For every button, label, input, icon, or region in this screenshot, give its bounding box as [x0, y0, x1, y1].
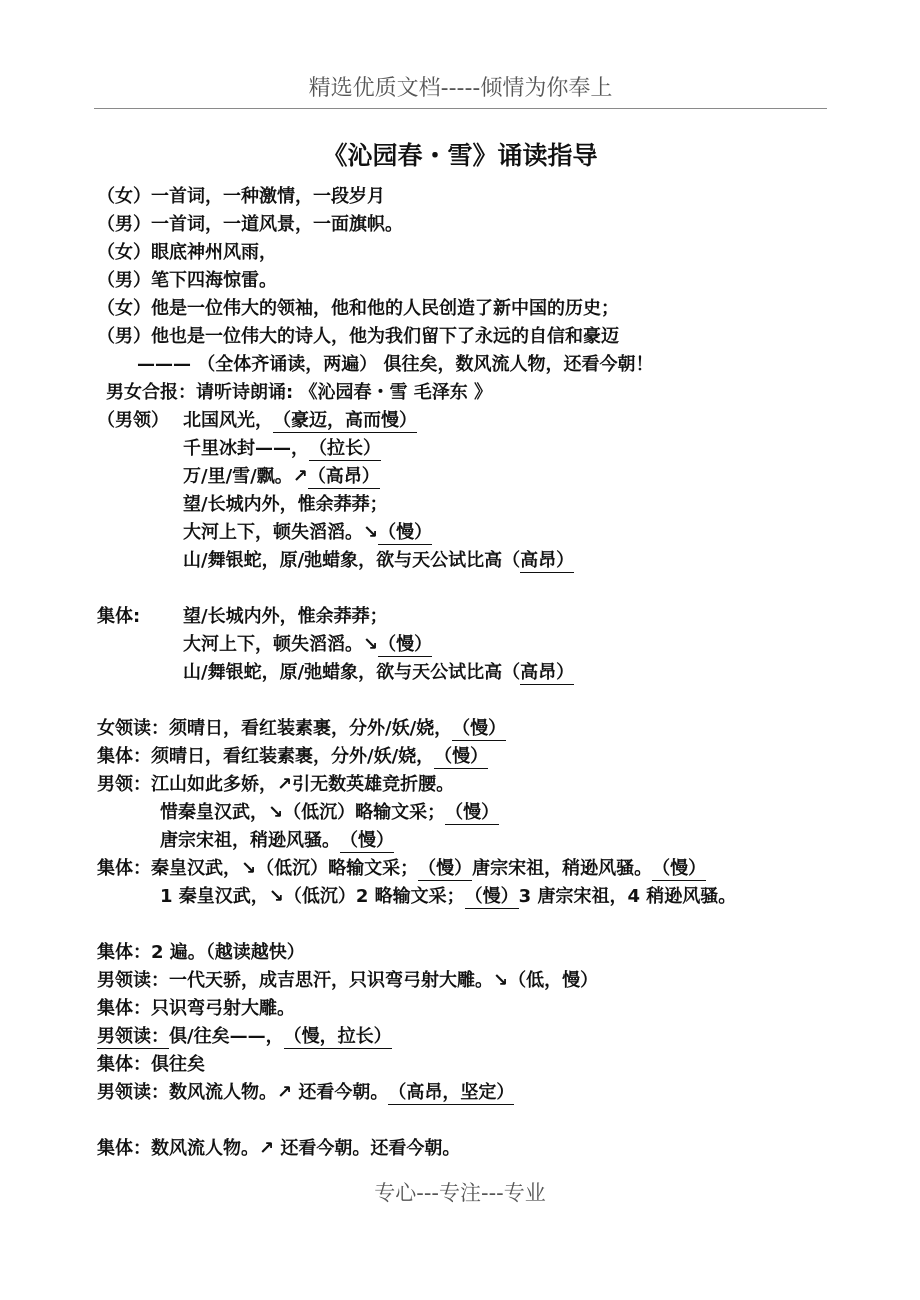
group-line-1: 望/长城内外，惟余莽莽；	[183, 606, 388, 627]
group-emperors-d: （慢）	[652, 858, 707, 879]
end-line-6	[97, 1080, 514, 1106]
lead-line-4: 望/长城内外，惟余莽莽；	[183, 494, 388, 515]
end-line-6-text: 数风流人物。↗ 还看今朝。	[169, 1082, 389, 1103]
page-footer: 专心---专注---专业	[374, 1181, 546, 1205]
group-line-3-text: 山/舞银蛇，原/弛蜡象，欲与天公试比高（	[183, 662, 521, 683]
group-echo-note: （慢）	[434, 746, 489, 767]
lead-line-2-note: （拉长）	[309, 438, 381, 459]
group-echo-label: 集体：	[97, 746, 151, 767]
female-lead-line	[97, 716, 506, 742]
female-lead-label: 女领读：	[97, 718, 169, 739]
group-emperors-a: 秦皇汉武，↘（低沉）略输文采；	[151, 858, 419, 879]
document-title: 《沁园春・雪》诵读指导	[322, 141, 598, 170]
male-lead-text-2: 惜秦皇汉武，↘（低沉）略输文采；	[160, 802, 446, 823]
male-lead-line-2	[160, 800, 499, 826]
end-line-7-text: 数风流人物。↗ 还看今朝。还看今朝。	[151, 1138, 461, 1159]
lead-line-3	[183, 464, 380, 490]
intro-line-3: （女）眼底神州风雨，	[97, 242, 277, 263]
page-header: 精选优质文档-----倾情为你奉上	[94, 70, 827, 109]
end-line-2-label: 男领读：	[97, 970, 169, 991]
end-line-5-label: 集体：	[97, 1054, 151, 1075]
group-emperors-b: （慢）	[418, 858, 473, 879]
lead-line-6	[183, 548, 574, 574]
group-line-2-note: （慢）	[378, 634, 433, 655]
intro-line-4: （男）笔下四海惊雷。	[97, 270, 277, 291]
end-line-3-text: 只识弯弓射大雕。	[151, 998, 295, 1019]
lead-label: （男领）	[97, 410, 169, 431]
group-echo-line	[97, 744, 488, 770]
lead-line-2-text: 千里冰封——，	[183, 438, 309, 459]
group-line-3	[183, 660, 574, 686]
group-line-2-text: 大河上下，顿失滔滔。↘	[183, 634, 379, 655]
group-line-2	[183, 632, 432, 658]
end-line-6-label: 男领读：	[97, 1082, 169, 1103]
lead-line-5	[183, 520, 432, 546]
end-line-3	[97, 996, 295, 1022]
end-line-5-text: 俱往矣	[151, 1054, 205, 1075]
group-line-3-note: 高昂）	[520, 662, 575, 683]
end-line-4-text: 俱/往矣——，	[169, 1026, 284, 1047]
female-lead-note: （慢）	[452, 718, 507, 739]
end-line-1-label: 集体：	[97, 942, 151, 963]
end-line-1	[97, 940, 305, 966]
group-emperors-label: 集体：	[97, 858, 151, 879]
group-numbered-a: 1 秦皇汉武，↘（低沉）2 略输文采；	[160, 886, 465, 907]
male-lead-line-3	[160, 828, 394, 854]
group-numbered-b: （慢）	[464, 886, 519, 907]
end-line-6-note: （高昂，坚定）	[388, 1082, 515, 1103]
lead-line-1-text: 北国风光，	[183, 410, 273, 431]
lead-line-3-text: 万/里/雪/飘。↗	[183, 466, 308, 487]
group-numbered-c: 3 唐宗宋祖，4 稍逊风骚。	[518, 886, 737, 907]
end-line-2	[97, 968, 598, 994]
end-line-2-text: 一代天骄，成吉思汗，只识弯弓射大雕。↘（低，慢）	[169, 970, 599, 991]
intro-line-5: （女）他是一位伟大的领袖，他和他的人民创造了新中国的历史；	[97, 298, 619, 319]
male-lead-line-1	[97, 772, 454, 798]
group-label: 集体:	[97, 606, 141, 627]
female-lead-text: 须晴日，看红装素裹，分外/妖/娆，	[169, 718, 453, 739]
group-line-emperors	[97, 856, 706, 882]
group-emperors-c: 唐宗宋祖，稍逊风骚。	[472, 858, 653, 879]
end-line-5	[97, 1052, 205, 1078]
lead-line-1-note: （豪迈，高而慢）	[273, 410, 417, 431]
end-line-4-note: （慢，拉长）	[283, 1026, 392, 1047]
end-line-1-text: 2 遍。（越读越快）	[151, 942, 305, 963]
end-line-3-label: 集体：	[97, 998, 151, 1019]
lead-line-6-text: 山/舞银蛇，原/弛蜡象，欲与天公试比高（	[183, 550, 521, 571]
lead-line-1	[183, 408, 417, 434]
intro-line-8: 男女合报：请听诗朗诵: 《沁园春・雪 毛泽东 》	[106, 382, 492, 403]
lead-line-6-note: 高昂）	[520, 550, 575, 571]
lead-line-5-text: 大河上下，顿失滔滔。↘	[183, 522, 379, 543]
group-echo-text: 须晴日，看红装素裹，分外/妖/娆，	[151, 746, 435, 767]
intro-line-6: （男）他也是一位伟大的诗人，他为我们留下了永远的自信和豪迈	[97, 326, 619, 347]
intro-line-1: （女）一首词，一种激情，一段岁月	[97, 186, 385, 207]
lead-line-2	[183, 436, 381, 462]
intro-line-2: （男）一首词，一道风景，一面旗帜。	[97, 214, 403, 235]
lead-line-5-note: （慢）	[378, 522, 433, 543]
male-lead-note-2: （慢）	[445, 802, 500, 823]
end-line-7	[97, 1136, 460, 1162]
intro-line-7: ——— （全体齐诵读，两遍） 俱往矣，数风流人物，还看今朝！	[137, 354, 654, 375]
group-line-numbered	[160, 884, 736, 910]
end-line-4	[97, 1024, 392, 1050]
male-lead-text-3: 唐宗宋祖，稍逊风骚。	[160, 830, 340, 851]
lead-line-3-note: （高昂）	[307, 466, 380, 487]
end-line-4-label: 男领读：	[97, 1026, 169, 1047]
male-lead-text-1: 江山如此多娇，↗引无数英雄竞折腰。	[151, 774, 455, 795]
end-line-7-label: 集体：	[97, 1138, 151, 1159]
male-lead-note-3: （慢）	[340, 830, 394, 851]
male-lead-label: 男领：	[97, 774, 151, 795]
